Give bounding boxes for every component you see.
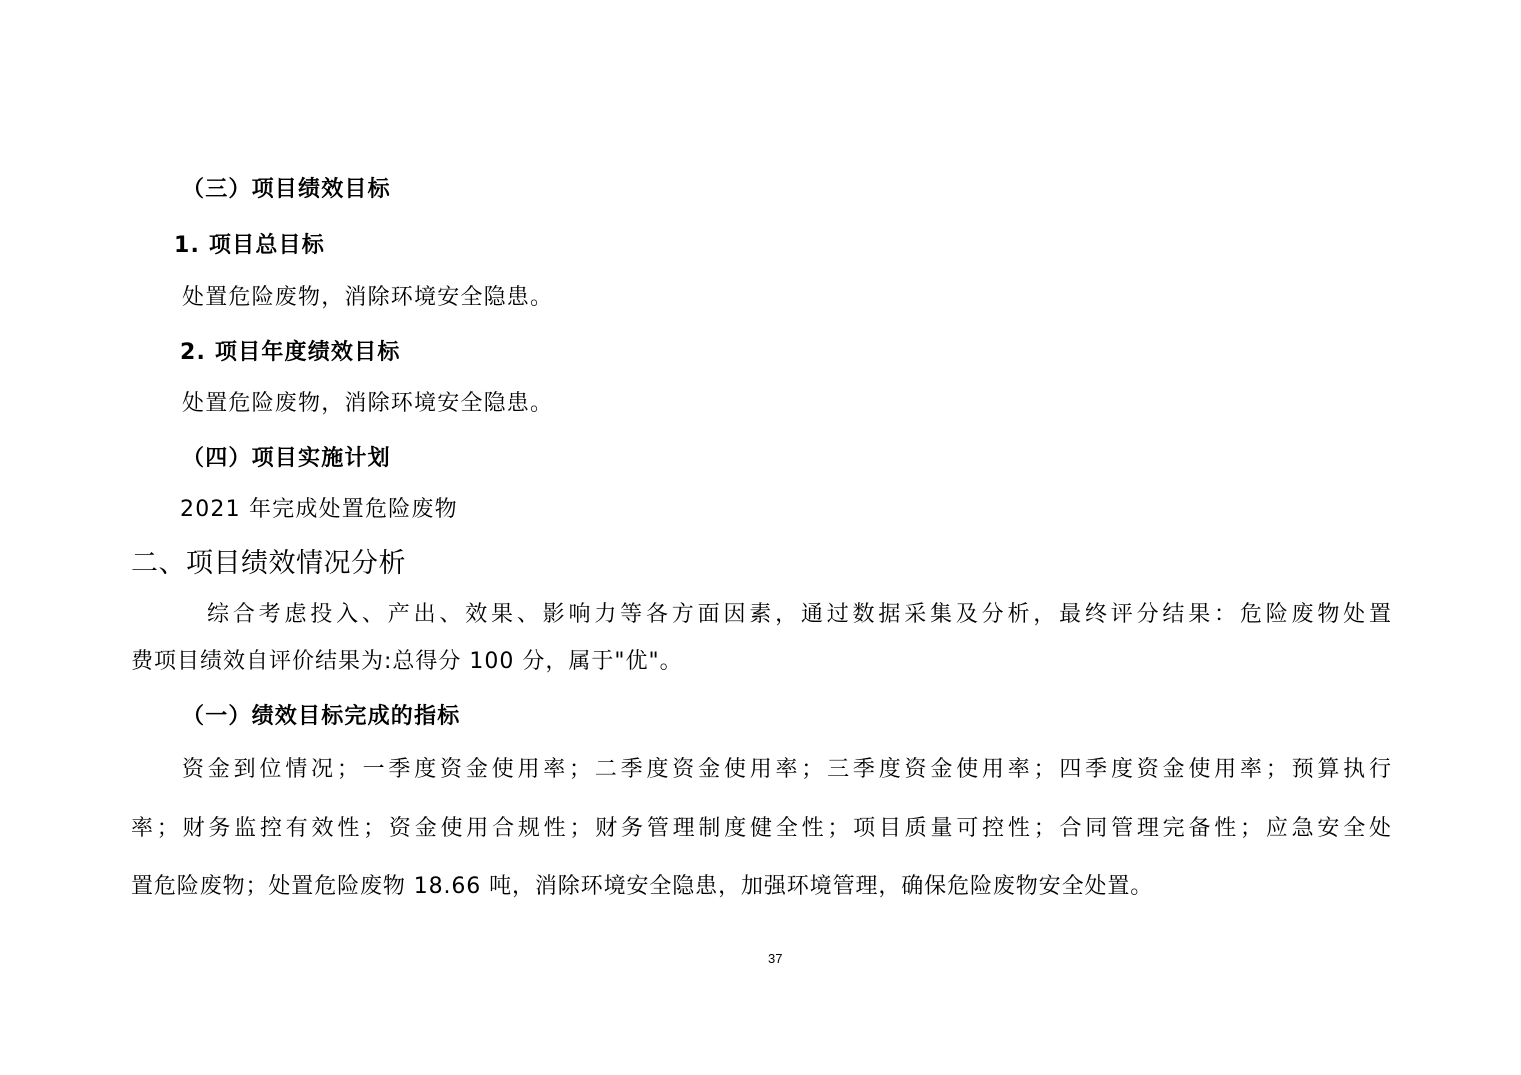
- indicators-line-1: 资金到位情况；一季度资金使用率；二季度资金使用率；三季度资金使用率；四季度资金使用率；预算执行: [182, 757, 1391, 782]
- page-number: 37: [768, 951, 783, 966]
- section-4-heading: （四）项目实施计划: [182, 446, 391, 471]
- section-3-text-1: 处置危险废物，消除环境安全隐患。: [182, 285, 554, 310]
- section-4-text: 2021 年完成处置危险废物: [180, 497, 458, 522]
- section-3-heading: （三）项目绩效目标: [182, 177, 391, 202]
- part-2-paragraph-line-2: 费项目绩效自评价结果为:总得分 100 分，属于"优"。: [131, 649, 683, 674]
- section-3-subheading-2: 2. 项目年度绩效目标: [180, 340, 401, 365]
- indicators-line-2: 率；财务监控有效性；资金使用合规性；财务管理制度健全性；项目质量可控性；合同管理完备性；应急安全处: [131, 816, 1391, 841]
- part-2-subheading-1: （一）绩效目标完成的指标: [182, 704, 461, 729]
- section-3-text-2: 处置危险废物，消除环境安全隐患。: [182, 391, 554, 416]
- indicators-line-3: 置危险废物；处置危险废物 18.66 吨，消除环境安全隐患，加强环境管理，确保危险废物安全处置。: [131, 874, 1154, 899]
- section-3-subheading-1: 1. 项目总目标: [174, 233, 325, 258]
- part-2-paragraph-line-1: 综合考虑投入、产出、效果、影响力等各方面因素，通过数据采集及分析，最终评分结果：危险废物处置: [207, 602, 1391, 627]
- part-2-heading: 二、项目绩效情况分析: [131, 548, 406, 579]
